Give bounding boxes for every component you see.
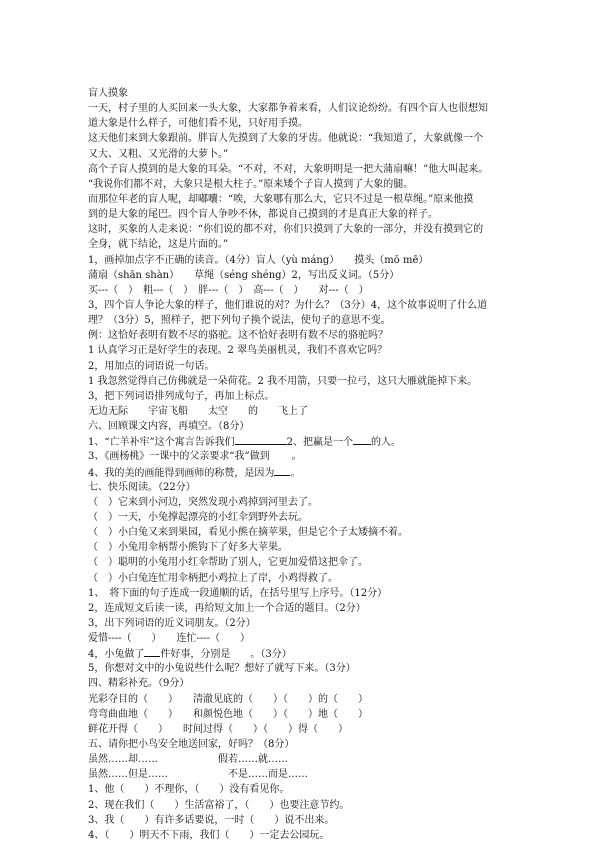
word-sentence-items: 1 我忽然觉得自己仿佛就是一朵荷花。2 我不用箭，只要一拉弓，这只大雁就能掉下来。 <box>88 375 478 387</box>
section-seven-heading: 七、快乐阅读。（22分） <box>88 481 196 493</box>
fill-phrase-2: 弯弯曲曲地（ ） 和颜悦色地（ ）（ ）地（ ） <box>88 708 368 720</box>
question-4-5: 理？（3分）5，照样子，把下列句子换个说法，使句子的意思不变。 <box>88 315 391 327</box>
blank-line <box>274 465 290 476</box>
synonym-blanks: 爱惜----（ ） 连忙----（ ） <box>88 633 251 645</box>
rewrite-items: 1 认真学习正是好学生的表现。2 翠鸟美丽机灵，我们不喜欢它吗？ <box>88 345 388 357</box>
story-line-10: 全身，就下结论，这是片面的。” <box>88 239 229 251</box>
arrange-words: 无边无际 宇宙飞船 太空 的 飞上了 <box>88 405 308 417</box>
order-sentence-4: （ ）小兔用伞柄帮小熊钩下了好多大苹果。 <box>88 542 288 554</box>
blank-line <box>235 434 287 445</box>
story-line-2: 道大象是什么样子，可他们看不见，只好用手摸。 <box>88 118 308 130</box>
fill-2-end: 的人。 <box>370 437 401 449</box>
order-sentence-2: （ ）一天，小兔撑起漂亮的小红伞到野外去玩。 <box>88 511 308 523</box>
story-line-4: 又大、又粗、又光滑的大萝卜。” <box>88 148 229 160</box>
connectives-1: 虽然……却…… 假若……就…… <box>88 754 288 766</box>
fill-line-3 <box>88 449 524 464</box>
q4-end: 。（3分） <box>250 649 292 661</box>
question-arrange: 3，把下列词语排列成句子，再加上标点。 <box>88 390 275 402</box>
story-line-1: 一天，村子里的人买回来一头大象，大家都争着来看，人们议论纷纷。有四个盲人也很想知 <box>88 103 488 115</box>
story-line-3: 这天他们来到大象跟前。胖盲人先摸到了大象的牙齿。他就说：“我知道了，大象就像一个 <box>88 133 484 145</box>
section-five-heading: 五、请你把小鸟安全地送回家，好吗？（8分） <box>88 739 295 751</box>
story-line-8: 到的是大象的尾巴。四个盲人争吵不休，都说自己摸到的才是真正大象的样子。 <box>88 209 438 221</box>
reading-question-5: 5，你想对文中的小兔说些什么呢？想好了就写下来。（3分） <box>88 663 356 675</box>
antonym-blanks: 买---（ ） 粗---（ ） 胖---（ ） 高---（ ） 对---（ ） <box>88 284 369 296</box>
reading-question-1: 1、 将下面的句子连成一段通顺的话，在括号里写上序号。（12分） <box>88 587 388 599</box>
connective-sentence-3: 3、我（ ）有许多话要说，一时（ ）说不出来。 <box>88 814 335 826</box>
story-line-9: 这时，买象的人走来说：“你们说的都不对，你们只摸到了大象的一部分，并没有摸到它的 <box>88 224 484 236</box>
fill-1-text: 1、“亡羊补牢”这个寓言告诉我们 <box>88 437 235 449</box>
order-sentence-3: （ ）小白兔又来到果园，看见小熊在摘苹果，但是它个子太矮摘不着。 <box>88 527 408 539</box>
question-pinyin: 1，画掉加点字不正确的读音。（4分）盲人（yù máng） 摸头（mō mē） <box>88 254 429 266</box>
blank-line <box>353 434 371 445</box>
order-sentence-5: （ ）聪明的小兔用小红伞帮助了别人，它更加爱惜这把伞了。 <box>88 557 368 569</box>
reading-question-2: 2，连成短文后读一读，再给短文加上一个合适的题目。（2分） <box>88 602 366 614</box>
fill-line-1 <box>88 434 524 449</box>
fill-phrase-3: 鲜花开得（ ） 时间过得（ ）（ ）得（ ） <box>88 723 348 735</box>
connective-sentence-2: 2、现在我们（ ）生活富裕了，（ ）也要注意节约。 <box>88 799 350 811</box>
connective-sentence-4: 4、（ ）明天不下雨，我们（ ）一定去公园玩。 <box>88 829 330 841</box>
question-word-sentence: 2，用加点的词语说一句话。 <box>88 360 215 372</box>
story-line-5: 高个子盲人摸到的是大象的耳朵。“不对，不对，大象明明是一把大蒲扇嘛！”他大叫起来。 <box>88 163 489 175</box>
fill-line-4 <box>88 465 524 480</box>
connectives-2: 虽然……但是…… 不是……而是…… <box>88 769 308 781</box>
reading-question-4 <box>88 646 524 661</box>
q4-mid: 件好事，分别是 <box>160 649 231 661</box>
order-sentence-1: （ ）它来到小河边，突然发现小鸡掉到河里去了。 <box>88 496 318 508</box>
blank-line <box>144 646 160 657</box>
q4-text: 4，小兔做了 <box>88 649 145 661</box>
story-line-7: 而那位年老的盲人呢，却嘟囔：“唉，大象哪有那么大，它只不过是一根草绳。”原来他摸 <box>88 193 474 205</box>
question-3-4: 3，四个盲人争论大象的样子，他们谁说的对？为什么？（3分）4，这个故事说明了什么道 <box>88 299 488 311</box>
fill-3-text: 3、《画杨桃》一课中的父亲要求“我”做到 <box>88 451 270 463</box>
connective-sentence-1: 1、他（ ）不理你，（ ）没有看见你。 <box>88 784 290 796</box>
fill-4-end: 。 <box>290 467 301 479</box>
order-sentence-6: （ ）小白兔连忙用伞柄把小鸡拉上了岸，小鸡得救了。 <box>88 572 338 584</box>
fill-phrase-1: 光彩夺目的（ ） 清澈见底的（ ）（ ）的（ ） <box>88 693 368 705</box>
story-line-6: “我说你们都不对，大象只是根大柱子。”原来矮个子盲人摸到了大象的腿。 <box>88 178 414 190</box>
section-six-heading: 六、回顾课文内容，再填空。（8分） <box>88 421 250 433</box>
document-title: 盲人摸象 <box>88 88 128 99</box>
fill-3-end: 。 <box>291 451 302 463</box>
fill-2-text: 2、把赢是一个 <box>286 437 353 449</box>
example-line: 例：这恰好表明有数不尽的骆驼。这不恰好表明有数不尽的骆驼吗？ <box>88 330 388 342</box>
question-pinyin-2: 蒲扇（shān shàn） 草绳（séng shéng）2，写出反义词。（5分） <box>88 269 400 281</box>
section-four-heading: 四、精彩补充。（9分） <box>88 678 190 690</box>
reading-question-3: 3，出下列词语的近义词朋友。（2分） <box>88 617 256 629</box>
document-page <box>88 86 524 843</box>
fill-4-text: 4、我的美的画能得到画师的称赞，是因为 <box>88 467 275 479</box>
